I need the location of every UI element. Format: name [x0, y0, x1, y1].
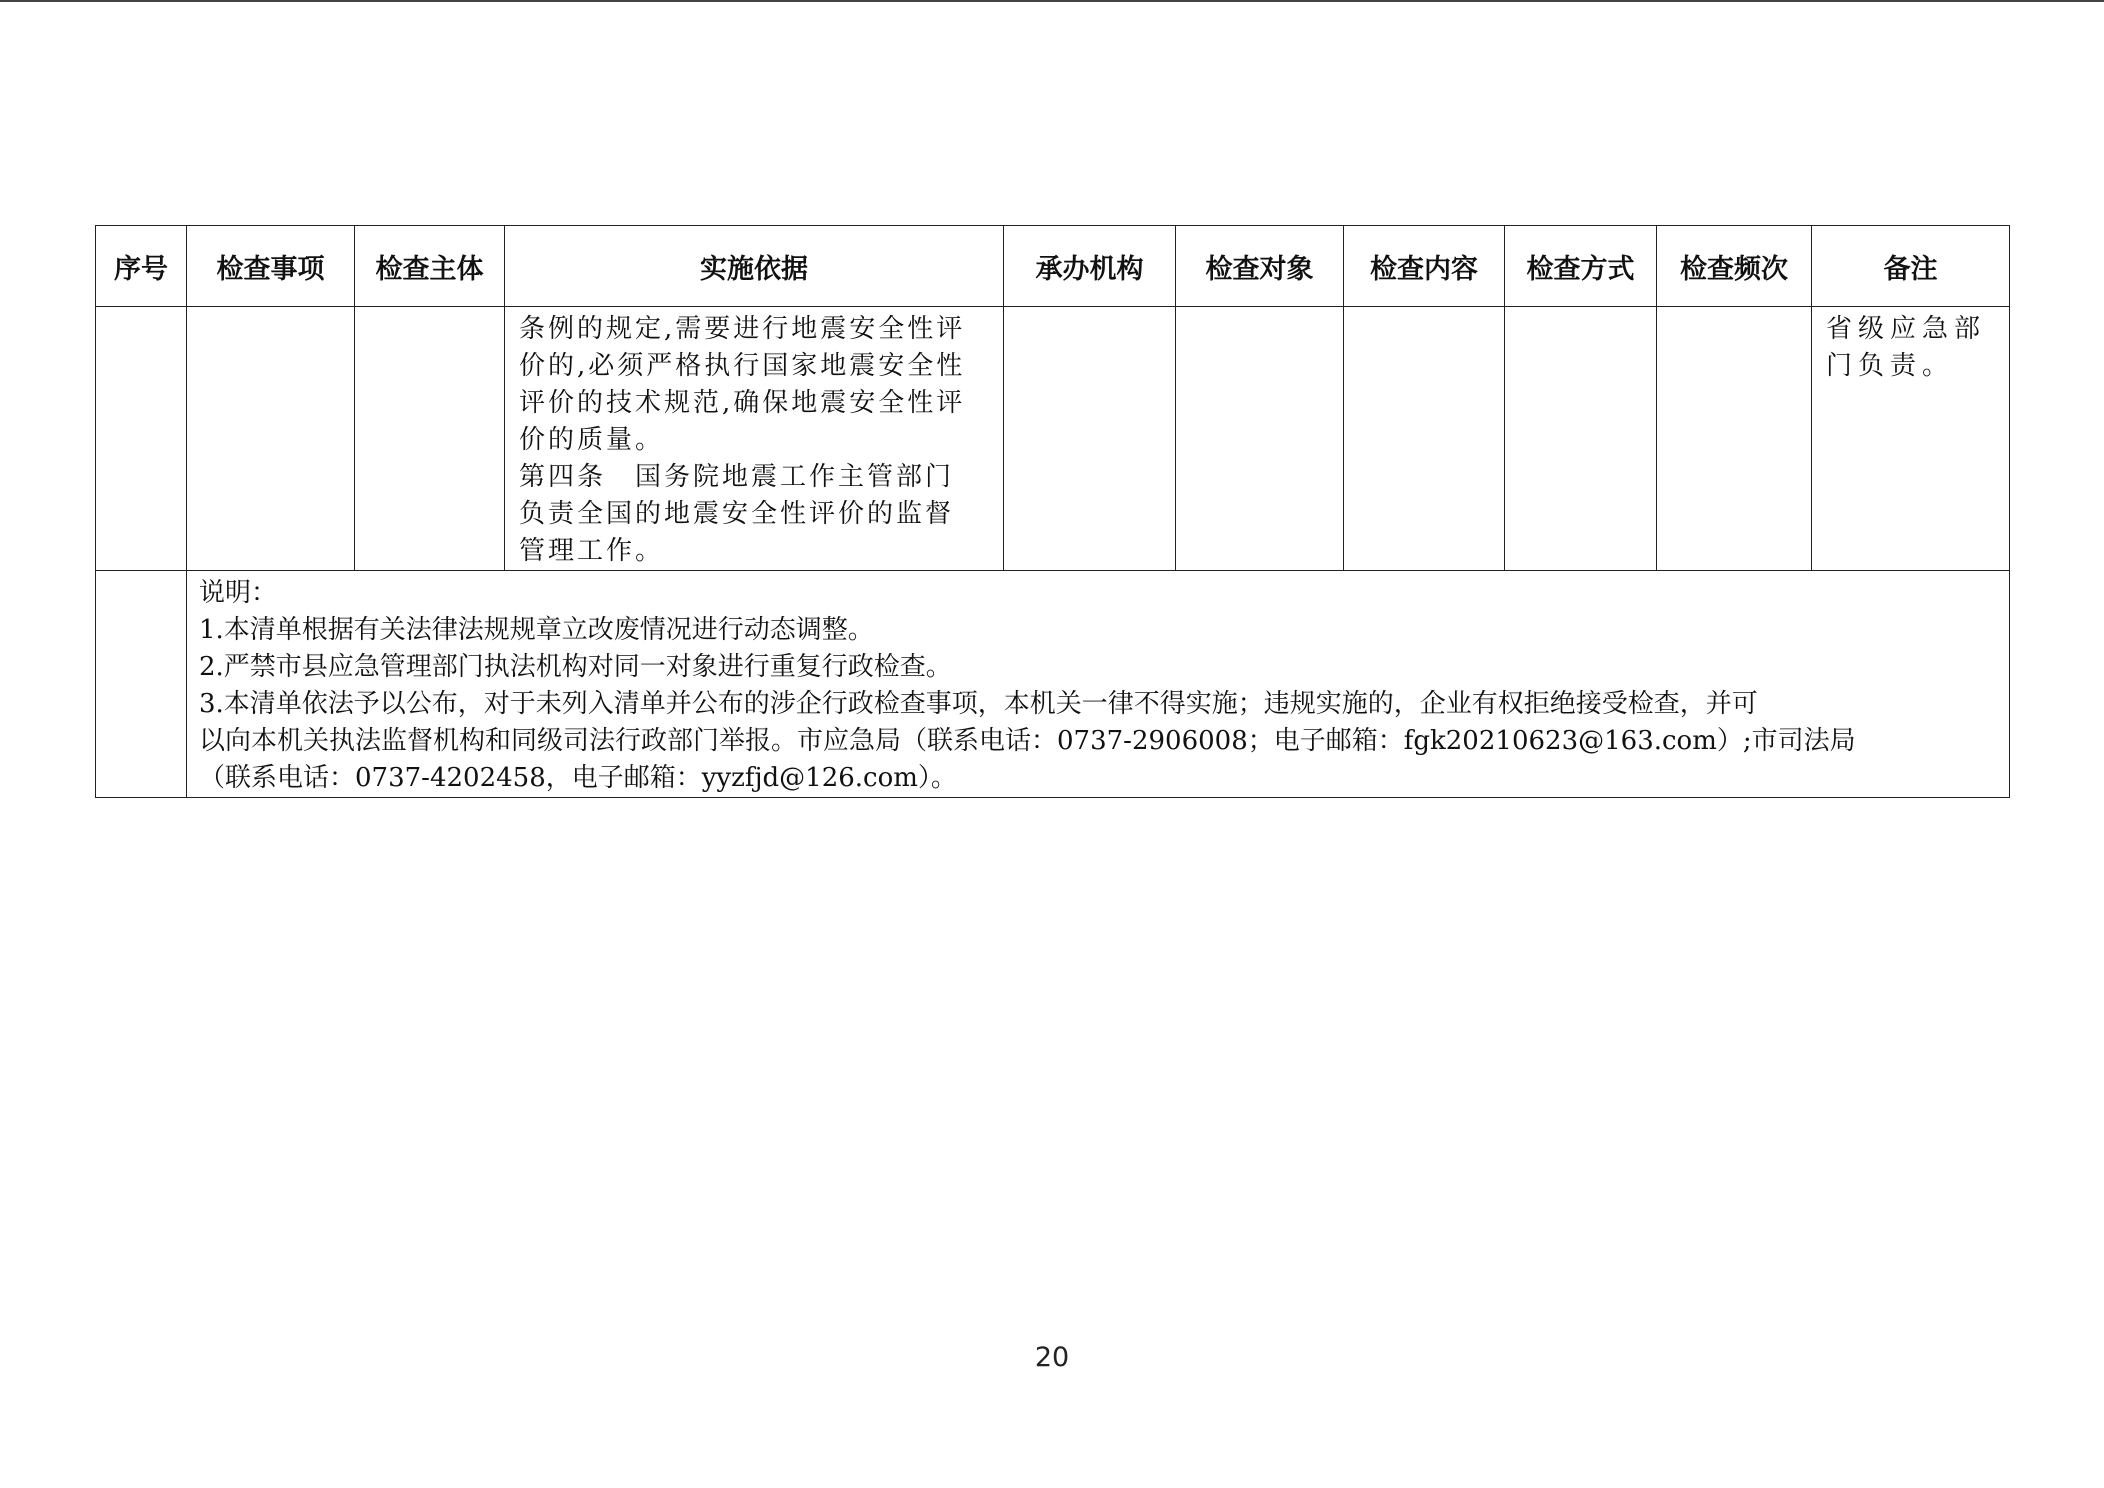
table-header-row: [96, 226, 2010, 307]
top-border-line: [0, 0, 2104, 2]
basis-line: 价的,必须严格执行国家地震安全性: [519, 351, 966, 381]
notes-title: 说明：: [199, 578, 278, 608]
cell-inspection-item: [187, 307, 355, 571]
cell-notes: [187, 571, 2010, 798]
cell-notes-serial: [96, 571, 187, 798]
inspection-table: [95, 225, 2010, 798]
note-item: 3.本清单依法予以公布，对于未列入清单并公布的涉企行政检查事项，本机关一律不得实施；违规实施的，企业有权拒绝接受检查，并可: [199, 689, 1758, 719]
cell-handling-agency: [1004, 307, 1176, 571]
cell-serial: [96, 307, 187, 571]
basis-line: 负责全国的地震安全性评价的监督: [519, 499, 955, 529]
page-number: 20: [1034, 1342, 1070, 1373]
note-item: 1.本清单根据有关法律法规规章立改废情况进行动态调整。: [199, 615, 874, 645]
cell-remarks: [1812, 307, 2010, 571]
header-inspection-method: 检查方式: [1505, 226, 1657, 307]
cell-inspection-method: [1505, 307, 1657, 571]
basis-line: 第四条 国务院地震工作主管部门: [519, 462, 955, 492]
note-item: 以向本机关执法监督机构和同级司法行政部门举报。市应急局（联系电话：0737-2906008；电子邮箱：fgk20210623@163.com）;市司法局: [199, 726, 1856, 756]
header-inspection-frequency: 检查频次: [1657, 226, 1812, 307]
header-inspection-content: 检查内容: [1344, 226, 1505, 307]
remark-line: 门负责。: [1826, 351, 1955, 381]
basis-line: 评价的技术规范,确保地震安全性评: [519, 388, 966, 418]
header-serial: 序号: [96, 226, 187, 307]
basis-line: 价的质量。: [519, 425, 665, 455]
header-handling-agency: 承办机构: [1004, 226, 1176, 307]
note-item: （联系电话：0737-4202458，电子邮箱：yyzfjd@126.com）。: [199, 763, 957, 793]
header-inspection-subject: 检查主体: [355, 226, 505, 307]
table-row: [96, 307, 2010, 571]
cell-inspection-subject: [355, 307, 505, 571]
notes-row: [96, 571, 2010, 798]
header-remarks: 备注: [1812, 226, 2010, 307]
header-legal-basis: 实施依据: [505, 226, 1004, 307]
cell-legal-basis: [505, 307, 1004, 571]
cell-inspection-content: [1344, 307, 1505, 571]
header-inspection-item: 检查事项: [187, 226, 355, 307]
cell-inspection-target: [1176, 307, 1344, 571]
basis-line: 条例的规定,需要进行地震安全性评: [519, 314, 966, 344]
basis-line: 管理工作。: [519, 536, 665, 566]
remark-line: 省级应急部: [1826, 314, 1987, 344]
header-inspection-target: 检查对象: [1176, 226, 1344, 307]
cell-inspection-frequency: [1657, 307, 1812, 571]
note-item: 2.严禁市县应急管理部门执法机构对同一对象进行重复行政检查。: [199, 652, 952, 682]
